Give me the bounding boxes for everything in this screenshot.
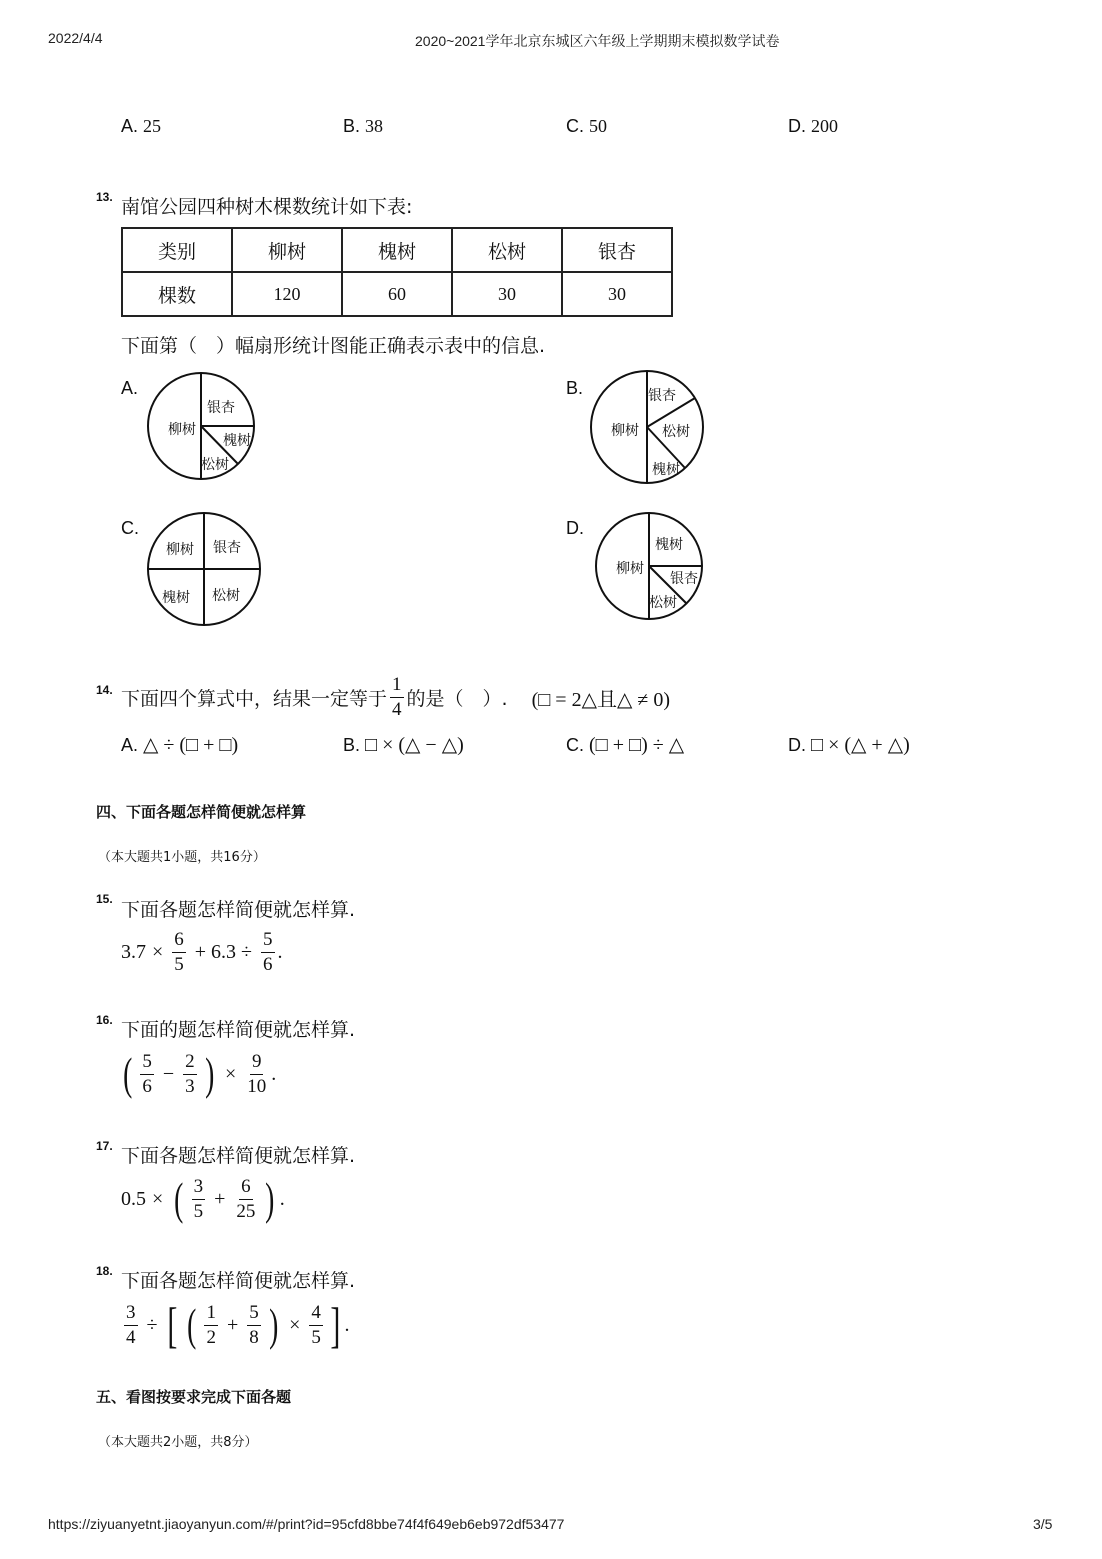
fraction: $\frac{5}{8}$: [249, 1301, 259, 1348]
q15-number: 15.: [96, 892, 113, 906]
q14-number: 14.: [96, 683, 113, 697]
q14-fraction: $\frac{1}{4}$: [392, 673, 402, 720]
pie-c-label-locust: 槐树: [162, 590, 190, 606]
q14-option-d: D. □ × (△ + △): [788, 734, 910, 756]
pie-b-label-willow: 柳树: [611, 423, 639, 439]
q12-option-c: C. 50: [566, 116, 608, 136]
fraction: $\frac{4}{5}$: [311, 1301, 321, 1348]
q12-option-a: A. 25: [121, 116, 162, 136]
table-header-cell: 槐树: [342, 228, 452, 272]
fraction: $\frac{3}{5}$: [193, 1175, 204, 1222]
pie-d-label-willow: 柳树: [616, 561, 644, 577]
table-header-cell: 银杏: [562, 228, 672, 272]
q18-expression: $\frac{3}{4}$ ÷ [ ( $\frac{1}{2}$ + $\frac{5}{8}$ ) × $\frac{4}{5}$ ] .: [126, 1297, 350, 1353]
q14-question: [121, 672, 670, 722]
pie-d-label-ginkgo: 银杏: [670, 571, 698, 587]
pie-chart-a: [146, 372, 258, 484]
page-number: 3/5: [1033, 1516, 1053, 1532]
table-header-cell: 松树: [452, 228, 562, 272]
q13-option-d-letter: D.: [566, 518, 584, 538]
pie-b-label-pine: 松树: [662, 424, 690, 440]
document-title: 2020~2021学年北京东城区六年级上学期期末模拟数学试卷: [415, 33, 780, 49]
section-5-note: （本大题共2小题，共8分）: [98, 1435, 258, 1450]
q16-text: 下面的题怎样简便就怎样算.: [121, 1019, 356, 1041]
q13-option-a-letter: A.: [121, 378, 139, 398]
q18-number: 18.: [96, 1264, 113, 1278]
section-4-note: （本大题共1小题，共16分）: [98, 850, 266, 865]
q14-text-after: 的是（ ）.: [406, 687, 508, 710]
fraction: $\frac{5}{6}$: [142, 1050, 152, 1097]
q13-option-b-letter: B.: [566, 378, 584, 398]
pie-a-label-ginkgo: 银杏: [207, 400, 235, 416]
table-row: [122, 272, 672, 316]
q14-option-b: B. □ × (△ − △): [343, 734, 464, 756]
q13-text: 南馆公园四种树木棵数统计如下表:: [121, 196, 413, 218]
footer-url: https://ziyuanyetnt.jiaoyanyun.com/#/print?id=95cfd8bbe74f4f649eb6eb972df53477: [48, 1516, 565, 1532]
table-cell: 60: [342, 272, 452, 316]
q14-option-a: A. △ ÷ (□ + □): [121, 734, 239, 756]
table-header-cell: 类别: [122, 228, 232, 272]
pie-a-label-pine: 松树: [201, 457, 229, 473]
pie-c-label-pine: 松树: [212, 588, 240, 604]
pie-a-label-locust: 槐树: [223, 433, 251, 449]
pie-b-label-locust: 槐树: [652, 462, 680, 478]
fraction: $\frac{3}{4}$: [126, 1301, 136, 1348]
table-cell: 30: [562, 272, 672, 316]
table-row: [122, 228, 672, 272]
fraction: $\frac{6}{5}$: [174, 928, 184, 975]
fraction: $\frac{1}{2}$: [206, 1301, 216, 1348]
print-date: 2022/4/4: [48, 30, 103, 46]
fraction: $\frac{5}{6}$: [263, 928, 273, 975]
fraction: $\frac{6}{25}$: [236, 1175, 256, 1222]
q12-option-b: B. 38: [343, 116, 384, 136]
tree-count-table: [121, 227, 673, 317]
section-4-title: 四、下面各题怎样简便就怎样算: [96, 803, 307, 821]
pie-d-label-pine: 松树: [649, 595, 677, 611]
table-cell: 120: [232, 272, 342, 316]
q13-prompt: 下面第（ ）幅扇形统计图能正确表示表中的信息.: [121, 335, 546, 357]
q13-number: 13.: [96, 190, 113, 204]
pie-b-label-ginkgo: 银杏: [648, 388, 676, 404]
q17-text: 下面各题怎样简便就怎样算.: [121, 1145, 356, 1167]
q17-number: 17.: [96, 1139, 113, 1153]
q14-text-before: 下面四个算式中，结果一定等于: [121, 687, 388, 710]
pie-d-label-locust: 槐树: [655, 537, 683, 553]
q15-expression: 3.7 × $\frac{6}{5}$ + 6.3 ÷ $\frac{5}{6}$ .: [121, 928, 283, 975]
q17-expression: 0.5 × ( $\frac{3}{5}$ + $\frac{6}{25}$ ) .: [121, 1173, 285, 1224]
q14-condition: (□ = 2△且△ ≠ 0): [531, 688, 670, 711]
pie-c-label-willow: 柳树: [166, 542, 194, 558]
table-row-label: 棵数: [122, 272, 232, 316]
q18-text: 下面各题怎样简便就怎样算.: [121, 1270, 356, 1292]
pie-chart-b: [590, 370, 706, 486]
section-5-title: 五、看图按要求完成下面各题: [96, 1388, 292, 1406]
q16-number: 16.: [96, 1013, 113, 1027]
pie-chart-d: [594, 511, 706, 623]
pie-chart-c: [146, 511, 263, 628]
table-header-cell: 柳树: [232, 228, 342, 272]
q14-option-c: C. (□ + □) ÷ △: [566, 734, 685, 756]
fraction: $\frac{2}{3}$: [185, 1050, 195, 1097]
pie-a-label-willow: 柳树: [168, 422, 196, 438]
q12-option-d: D. 200: [788, 116, 839, 136]
pie-c-label-ginkgo: 银杏: [213, 540, 241, 556]
q16-expression: ( $\frac{5}{6}$ − $\frac{2}{3}$ ) × $\frac{9}{10}$ .: [123, 1048, 277, 1099]
q13-option-c-letter: C.: [121, 518, 139, 538]
fraction: $\frac{9}{10}$: [247, 1050, 267, 1097]
table-cell: 30: [452, 272, 562, 316]
q15-text: 下面各题怎样简便就怎样算.: [121, 899, 356, 921]
